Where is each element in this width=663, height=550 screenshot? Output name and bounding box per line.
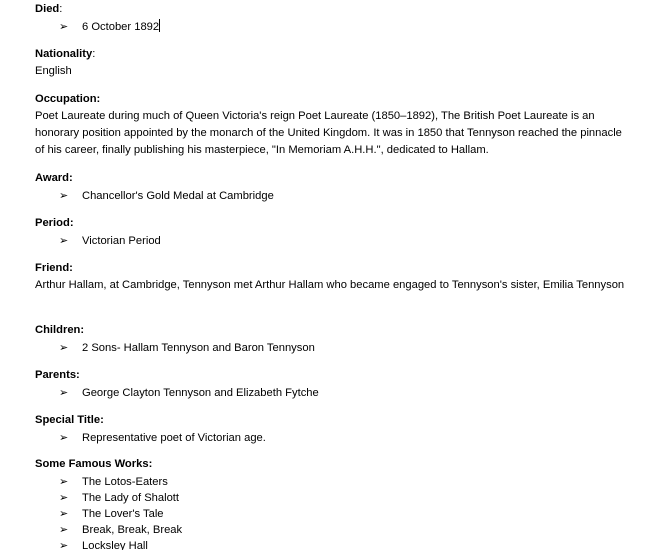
died-section [35,1,633,35]
arrow-bullet-icon: ➢ [59,235,69,247]
list-item [35,490,633,506]
parents-heading: Parents: [35,369,80,381]
list-item [35,340,633,356]
friend-section [35,260,633,294]
text-cursor [159,19,160,32]
arrow-bullet-icon: ➢ [59,190,69,202]
famous-works-section [35,456,633,550]
list-item [35,430,633,446]
died-heading-colon: : [59,3,63,15]
arrow-bullet-icon: ➢ [59,21,69,33]
famous-work-item: Break, Break, Break [82,524,183,536]
arrow-bullet-icon: ➢ [59,508,69,520]
period-section [35,215,633,249]
award-section [35,170,633,204]
arrow-bullet-icon: ➢ [59,540,69,550]
list-item [35,385,633,401]
parents-item: George Clayton Tennyson and Elizabeth Fytche [82,387,319,399]
famous-work-item: The Lover's Tale [82,508,164,520]
nationality-section [35,46,633,80]
occupation-heading: Occupation: [35,93,101,105]
children-section [35,322,633,356]
died-heading [35,1,633,18]
occupation-section [35,91,633,159]
nationality-heading [35,46,633,63]
list-item [35,233,633,249]
award-item: Chancellor's Gold Medal at Cambridge [82,190,274,202]
special-title-item: Representative poet of Victorian age. [82,432,266,444]
nationality-heading-colon: : [92,48,96,60]
children-heading: Children: [35,324,85,336]
period-heading: Period: [35,217,74,229]
list-item [35,188,633,204]
award-heading: Award: [35,172,73,184]
arrow-bullet-icon: ➢ [59,524,69,536]
list-item [35,474,633,490]
arrow-bullet-icon: ➢ [59,492,69,504]
died-date[interactable]: 6 October 1892 [82,21,160,33]
nationality-text: English [35,65,72,77]
list-item [35,538,633,550]
arrow-bullet-icon: ➢ [59,432,69,444]
arrow-bullet-icon: ➢ [59,342,69,354]
friend-text: Arthur Hallam, at Cambridge, Tennyson met Arthur Hallam who became engaged to Tennyson's sister, Emilia Tennyson [35,279,625,291]
list-item [35,522,633,538]
occupation-text: Poet Laureate during much of Queen Victoria's reign Poet Laureate (1850–1892), The British Poet Laureate is an honorary position appointed by the monarch of the United Kingdom. It was in 1850 that Tennyson reached the pinnacle of his career, finally publishing his masterpiece, "In Memoriam A.H.H.", dedicated to Hallam. [35,110,622,156]
died-heading-label: Died [35,3,60,15]
arrow-bullet-icon: ➢ [59,387,69,399]
famous-work-item: The Lotos-Eaters [82,476,168,488]
friend-heading: Friend: [35,262,73,274]
parents-section [35,367,633,401]
list-item [35,19,633,35]
famous-work-item: The Lady of Shalott [82,492,180,504]
special-title-heading: Special Title: [35,414,104,426]
special-title-section [35,412,633,446]
list-item [35,506,633,522]
famous-works-heading: Some Famous Works: [35,458,153,470]
nationality-heading-label: Nationality [35,48,93,60]
children-item: 2 Sons- Hallam Tennyson and Baron Tennyson [82,342,315,354]
period-item: Victorian Period [82,235,161,247]
arrow-bullet-icon: ➢ [59,476,69,488]
famous-work-item: Locksley Hall [82,540,148,550]
